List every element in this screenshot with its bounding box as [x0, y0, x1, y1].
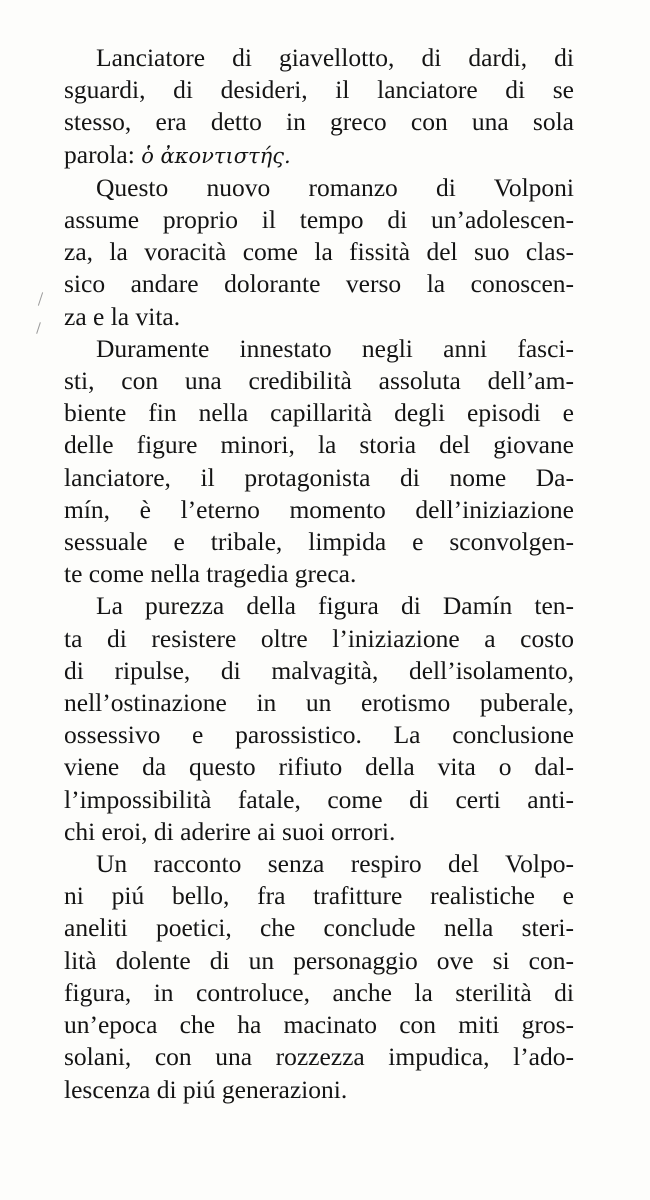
text-line: viene da questo rifiuto della vita o dal- [64, 752, 574, 782]
greek-phrase: ὁ ἀκοντιστής. [141, 143, 291, 168]
text-line: chi eroi, di aderire ai suoi orrori. [64, 816, 396, 846]
text-line: aneliti poetici, che conclude nella steri- [64, 913, 574, 943]
text-line: assume proprio il tempo di un’adolescen- [64, 205, 574, 235]
text-line: Duramente innestato negli anni fasci- [96, 333, 574, 363]
text-line: za e la vita. [64, 301, 181, 331]
text-body [64, 42, 574, 1106]
text-line: ossessivo e parossistico. La conclusione [64, 720, 574, 750]
text-line: lescenza di piú generazioni. [64, 1074, 348, 1104]
text-line: ta di resistere oltre l’iniziazione a costo [64, 623, 574, 653]
text-line [64, 139, 574, 172]
text-line: ni piú bello, fra trafitture realistiche e [64, 881, 574, 911]
paragraph-4 [64, 590, 574, 848]
paragraph-1 [64, 42, 574, 172]
paragraph-5 [64, 848, 574, 1106]
text-line: lità dolente di un personaggio ove si con- [64, 945, 574, 975]
text-line: Un racconto senza respiro del Volpo- [96, 849, 574, 879]
text-line: za, la voracità come la fissità del suo clas- [64, 237, 574, 267]
text-line: sessuale e tribale, limpida e sconvolgen- [64, 527, 574, 557]
text-line: La purezza della figura di Damín ten- [96, 591, 574, 621]
text-line: nell’ostinazione in un erotismo puberale, [64, 688, 574, 718]
text-line: sti, con una credibilità assoluta dell’am- [64, 366, 574, 396]
paragraph-3 [64, 333, 574, 591]
text-line: Lanciatore di giavellotto, di dardi, di [96, 43, 574, 72]
text-line: di ripulse, di malvagità, dell’isolamento, [64, 655, 574, 685]
text-line-prefix: parola: [64, 139, 142, 169]
text-line: l’impossibilità fatale, come di certi anti- [64, 784, 574, 814]
text-line: lanciatore, il protagonista di nome Da- [64, 462, 574, 492]
text-line: figura, in controluce, anche la sterilità di [64, 977, 574, 1007]
text-line: mín, è l’eterno momento dell’iniziazione [64, 494, 574, 524]
text-line: biente fin nella capillarità degli episodi e [64, 398, 574, 428]
text-line: te come nella tragedia greca. [64, 559, 357, 589]
text-line: Questo nuovo romanzo di Volponi [96, 172, 574, 202]
margin-scan-mark [38, 292, 43, 306]
text-line: solani, con una rozzezza impudica, l’ado- [64, 1042, 574, 1072]
text-line: sguardi, di desideri, il lanciatore di se [64, 75, 574, 105]
margin-scan-mark [36, 322, 41, 334]
text-line: sico andare dolorante verso la conoscen- [64, 269, 574, 299]
paragraph-2 [64, 172, 574, 333]
text-line: delle figure minori, la storia del giovane [64, 430, 574, 460]
text-line: un’epoca che ha macinato con miti gros- [64, 1010, 574, 1040]
text-line: stesso, era detto in greco con una sola [64, 107, 574, 137]
